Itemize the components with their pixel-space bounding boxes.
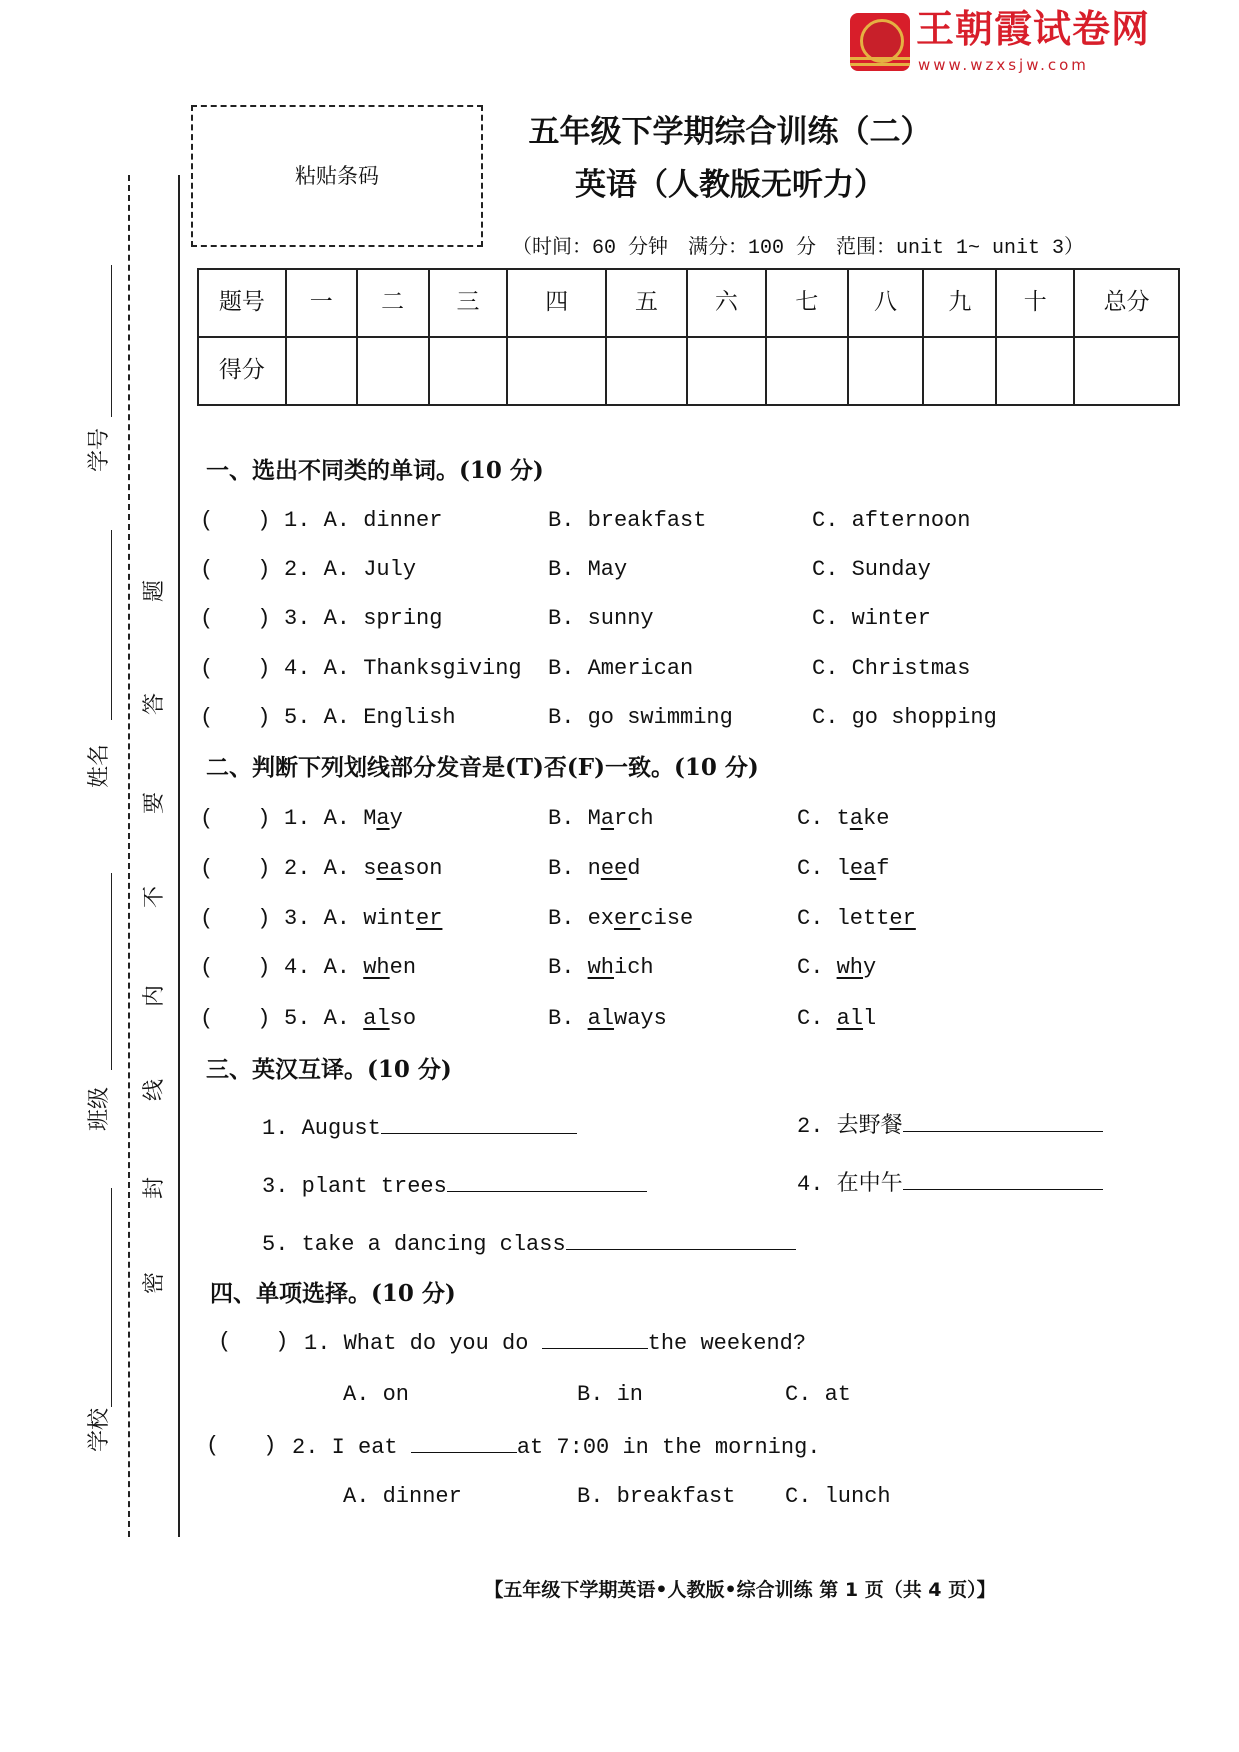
word-part: f	[876, 856, 890, 881]
answer-blank[interactable]	[903, 1169, 1103, 1190]
cut-line	[128, 175, 130, 1537]
underlined-word	[363, 906, 442, 931]
score-header-cell: 三	[429, 269, 508, 337]
word-part: y	[863, 955, 877, 980]
word-part: cise	[640, 906, 694, 931]
translation-item	[262, 1229, 796, 1259]
score-header-row	[198, 269, 1179, 337]
option-b: B. American	[548, 656, 694, 681]
option-b	[548, 855, 640, 883]
answer-paren[interactable]: ( )	[218, 1329, 289, 1354]
underlined-word	[588, 806, 654, 831]
option-label: B.	[548, 856, 588, 881]
translation-prompt: 5. take a dancing class	[262, 1232, 566, 1257]
option-c	[797, 855, 889, 883]
score-header-cell: 六	[687, 269, 766, 337]
score-cell[interactable]	[1074, 337, 1179, 405]
word-part: son	[402, 856, 443, 881]
logo-name: 王朝霞试卷网	[916, 7, 1151, 51]
option-c: C. Christmas	[812, 656, 971, 681]
underlined-word	[837, 955, 877, 980]
option-label: C.	[797, 856, 837, 881]
option-a	[284, 1005, 416, 1033]
choice-option: A. dinner	[343, 1484, 462, 1509]
margin-field-line[interactable]	[111, 265, 112, 417]
question-pre: 1. What do you do	[304, 1331, 542, 1356]
question-text	[304, 1328, 806, 1358]
option-label: C.	[797, 955, 837, 980]
section2-heading: 二、判断下列划线部分发音是(T)否(F)一致。(10 分)	[206, 754, 759, 781]
option-a: 4. A. Thanksgiving	[284, 656, 522, 681]
score-cell[interactable]	[687, 337, 766, 405]
option-label: 5. A.	[284, 1006, 364, 1031]
word-part: wint	[363, 906, 417, 931]
score-header-cell: 二	[357, 269, 429, 337]
answer-paren[interactable]: ( )	[206, 1433, 277, 1458]
word-part: ke	[863, 806, 890, 831]
option-a: 2. A. July	[284, 557, 417, 582]
score-cell[interactable]	[606, 337, 687, 405]
answer-paren[interactable]: ( )	[200, 955, 271, 980]
exam-info: （时间：60 分钟 满分：100 分 范围：unit 1~ unit 3）	[512, 237, 1085, 260]
word-part: ich	[614, 955, 654, 980]
underlined-part: al	[836, 1006, 864, 1031]
answer-blank[interactable]	[447, 1171, 647, 1192]
underlined-word	[837, 906, 916, 931]
word-part: lett	[836, 906, 890, 931]
choice-option: C. lunch	[785, 1484, 891, 1509]
word-part: ex	[587, 906, 615, 931]
score-header-cell: 总分	[1074, 269, 1179, 337]
underlined-part: a	[600, 806, 615, 831]
question-text	[292, 1432, 820, 1462]
score-cell[interactable]	[286, 337, 357, 405]
underlined-word	[588, 856, 641, 881]
underlined-word	[588, 906, 694, 931]
score-header-cell: 八	[848, 269, 924, 337]
option-label: 1. A.	[284, 806, 364, 831]
underlined-part: er	[614, 906, 641, 931]
option-a	[284, 954, 416, 982]
seal-char: 不	[142, 886, 167, 909]
score-header-cell: 九	[923, 269, 996, 337]
question-post: at 7:00 in the morning.	[516, 1435, 821, 1460]
seal-char: 封	[142, 1177, 167, 1200]
margin-field-label: 班级	[87, 1087, 112, 1132]
seal-char: 内	[142, 985, 167, 1008]
option-a: 1. A. dinner	[284, 508, 443, 533]
translation-item	[262, 1171, 647, 1201]
score-header-cell: 题号	[198, 269, 286, 337]
option-label: B.	[548, 955, 588, 980]
option-c: C. go shopping	[812, 705, 997, 730]
answer-paren[interactable]: ( )	[200, 606, 271, 631]
translation-prompt: 3. plant trees	[262, 1174, 447, 1199]
option-a	[284, 905, 442, 933]
translation-prompt: 4. 在中午	[797, 1172, 903, 1197]
option-b: B. go swimming	[548, 705, 733, 730]
logo-url: www.wzxsjw.com	[918, 56, 1089, 74]
word-part: l	[836, 856, 850, 881]
seal-char: 密	[142, 1272, 167, 1295]
logo-emblem-icon	[850, 13, 910, 71]
question-blank[interactable]	[411, 1432, 517, 1453]
choice-option: A. on	[343, 1382, 410, 1407]
word-part: n	[587, 856, 601, 881]
answer-paren[interactable]: ( )	[200, 806, 271, 831]
exam-title: 五年级下学期综合训练（二）	[528, 114, 932, 150]
underlined-part: er	[889, 906, 916, 931]
word-part: l	[863, 1006, 877, 1031]
underlined-word	[837, 856, 890, 881]
option-label: B.	[548, 906, 588, 931]
margin-field-line[interactable]	[111, 1188, 112, 1407]
translation-item	[797, 1169, 1103, 1199]
seal-char: 线	[142, 1079, 167, 1102]
answer-blank[interactable]	[566, 1229, 796, 1250]
section3-heading: 三、英汉互译。(10 分)	[206, 1056, 452, 1083]
seal-char: 题	[142, 580, 167, 603]
question-blank[interactable]	[542, 1328, 648, 1349]
underlined-part: ea	[376, 856, 403, 881]
margin-field-label: 学校	[87, 1408, 112, 1453]
underlined-word	[837, 1006, 877, 1031]
choice-option: B. breakfast	[577, 1484, 736, 1509]
choice-option: B. in	[577, 1382, 644, 1407]
question-pre: 2. I eat	[292, 1435, 411, 1460]
answer-paren[interactable]: ( )	[200, 856, 271, 881]
seal-char: 要	[142, 792, 167, 815]
answer-paren[interactable]: ( )	[200, 557, 271, 582]
option-b	[548, 805, 654, 833]
seal-char: 答	[142, 693, 167, 716]
option-b: B. May	[548, 557, 628, 582]
underlined-part: wh	[363, 955, 390, 980]
word-part: t	[836, 806, 850, 831]
score-header-cell: 四	[507, 269, 606, 337]
option-label: C.	[797, 806, 837, 831]
option-c	[797, 905, 916, 933]
option-c	[797, 954, 876, 982]
score-header-cell: 五	[606, 269, 687, 337]
answer-blank[interactable]	[381, 1113, 577, 1134]
answer-paren[interactable]: ( )	[200, 1006, 271, 1031]
section1-heading: 一、选出不同类的单词。(10 分)	[206, 457, 544, 484]
score-cell[interactable]	[848, 337, 924, 405]
option-c: C. afternoon	[812, 508, 971, 533]
word-part: y	[389, 806, 403, 831]
section4-heading: 四、单项选择。(10 分)	[210, 1280, 456, 1307]
barcode-label: 粘贴条码	[295, 164, 379, 188]
option-b: B. sunny	[548, 606, 654, 631]
option-label: 2. A.	[284, 856, 364, 881]
margin-border	[178, 175, 180, 1537]
word-part: so	[389, 1006, 417, 1031]
score-cell[interactable]	[507, 337, 606, 405]
word-part: M	[587, 806, 601, 831]
page-footer: 【五年级下学期英语•人教版•综合训练 第 1 页（共 4 页）】	[484, 1579, 996, 1601]
answer-paren[interactable]: ( )	[200, 656, 271, 681]
underlined-part: al	[587, 1006, 615, 1031]
underlined-word	[363, 1006, 416, 1031]
word-part: en	[389, 955, 417, 980]
score-header-cell: 一	[286, 269, 357, 337]
word-part: d	[627, 856, 641, 881]
translation-prompt: 1. August	[262, 1116, 381, 1141]
underlined-part: a	[376, 806, 390, 831]
option-c	[797, 805, 889, 833]
option-b: B. breakfast	[548, 508, 707, 533]
score-row	[198, 337, 1179, 405]
translation-item	[797, 1111, 1103, 1141]
underlined-word	[588, 955, 654, 980]
answer-paren[interactable]: ( )	[200, 906, 271, 931]
translation-prompt: 2. 去野餐	[797, 1114, 903, 1139]
score-cell[interactable]	[357, 337, 429, 405]
underlined-part: wh	[836, 955, 864, 980]
option-a	[284, 805, 403, 833]
option-label: 4. A.	[284, 955, 364, 980]
score-cell[interactable]	[766, 337, 848, 405]
word-part: M	[363, 806, 377, 831]
word-part: rch	[614, 806, 654, 831]
margin-field-line[interactable]	[111, 530, 112, 720]
underlined-word	[588, 1006, 667, 1031]
barcode-box	[191, 105, 483, 247]
underlined-word	[837, 806, 890, 831]
underlined-part: a	[849, 806, 864, 831]
answer-paren[interactable]: ( )	[200, 508, 271, 533]
option-c: C. winter	[812, 606, 931, 631]
option-c	[797, 1005, 876, 1033]
choice-option: C. at	[785, 1382, 852, 1407]
option-label: 3. A.	[284, 906, 364, 931]
word-part: s	[363, 856, 377, 881]
underlined-part: al	[363, 1006, 390, 1031]
score-row-label: 得分	[198, 337, 286, 405]
score-header-cell: 七	[766, 269, 848, 337]
option-label: C.	[797, 906, 837, 931]
underlined-part: ee	[600, 856, 628, 881]
margin-field-label: 姓名	[87, 744, 112, 789]
margin-field-line[interactable]	[111, 873, 112, 1070]
translation-item	[262, 1113, 577, 1143]
option-label: B.	[548, 806, 588, 831]
answer-blank[interactable]	[903, 1111, 1103, 1132]
option-b	[548, 1005, 667, 1033]
underlined-word	[363, 856, 442, 881]
score-table	[197, 268, 1180, 406]
word-part: ways	[614, 1006, 667, 1031]
option-a: 5. A. English	[284, 705, 456, 730]
option-b	[548, 954, 654, 982]
option-label: B.	[548, 1006, 588, 1031]
site-logo	[850, 7, 1162, 74]
score-cell[interactable]	[923, 337, 996, 405]
question-post: the weekend?	[647, 1331, 807, 1356]
option-a: 3. A. spring	[284, 606, 443, 631]
underlined-part: wh	[587, 955, 615, 980]
underlined-word	[363, 806, 403, 831]
option-c: C. Sunday	[812, 557, 931, 582]
score-cell[interactable]	[996, 337, 1074, 405]
underlined-part: er	[416, 906, 443, 931]
option-a	[284, 855, 442, 883]
underlined-word	[363, 955, 416, 980]
option-label: C.	[797, 1006, 837, 1031]
score-cell[interactable]	[429, 337, 508, 405]
score-header-cell: 十	[996, 269, 1074, 337]
exam-subtitle: 英语（人教版无听力）	[575, 167, 885, 203]
underlined-part: ea	[849, 856, 877, 881]
margin-field-label: 学号	[87, 428, 112, 473]
option-b	[548, 905, 693, 933]
answer-paren[interactable]: ( )	[200, 705, 271, 730]
